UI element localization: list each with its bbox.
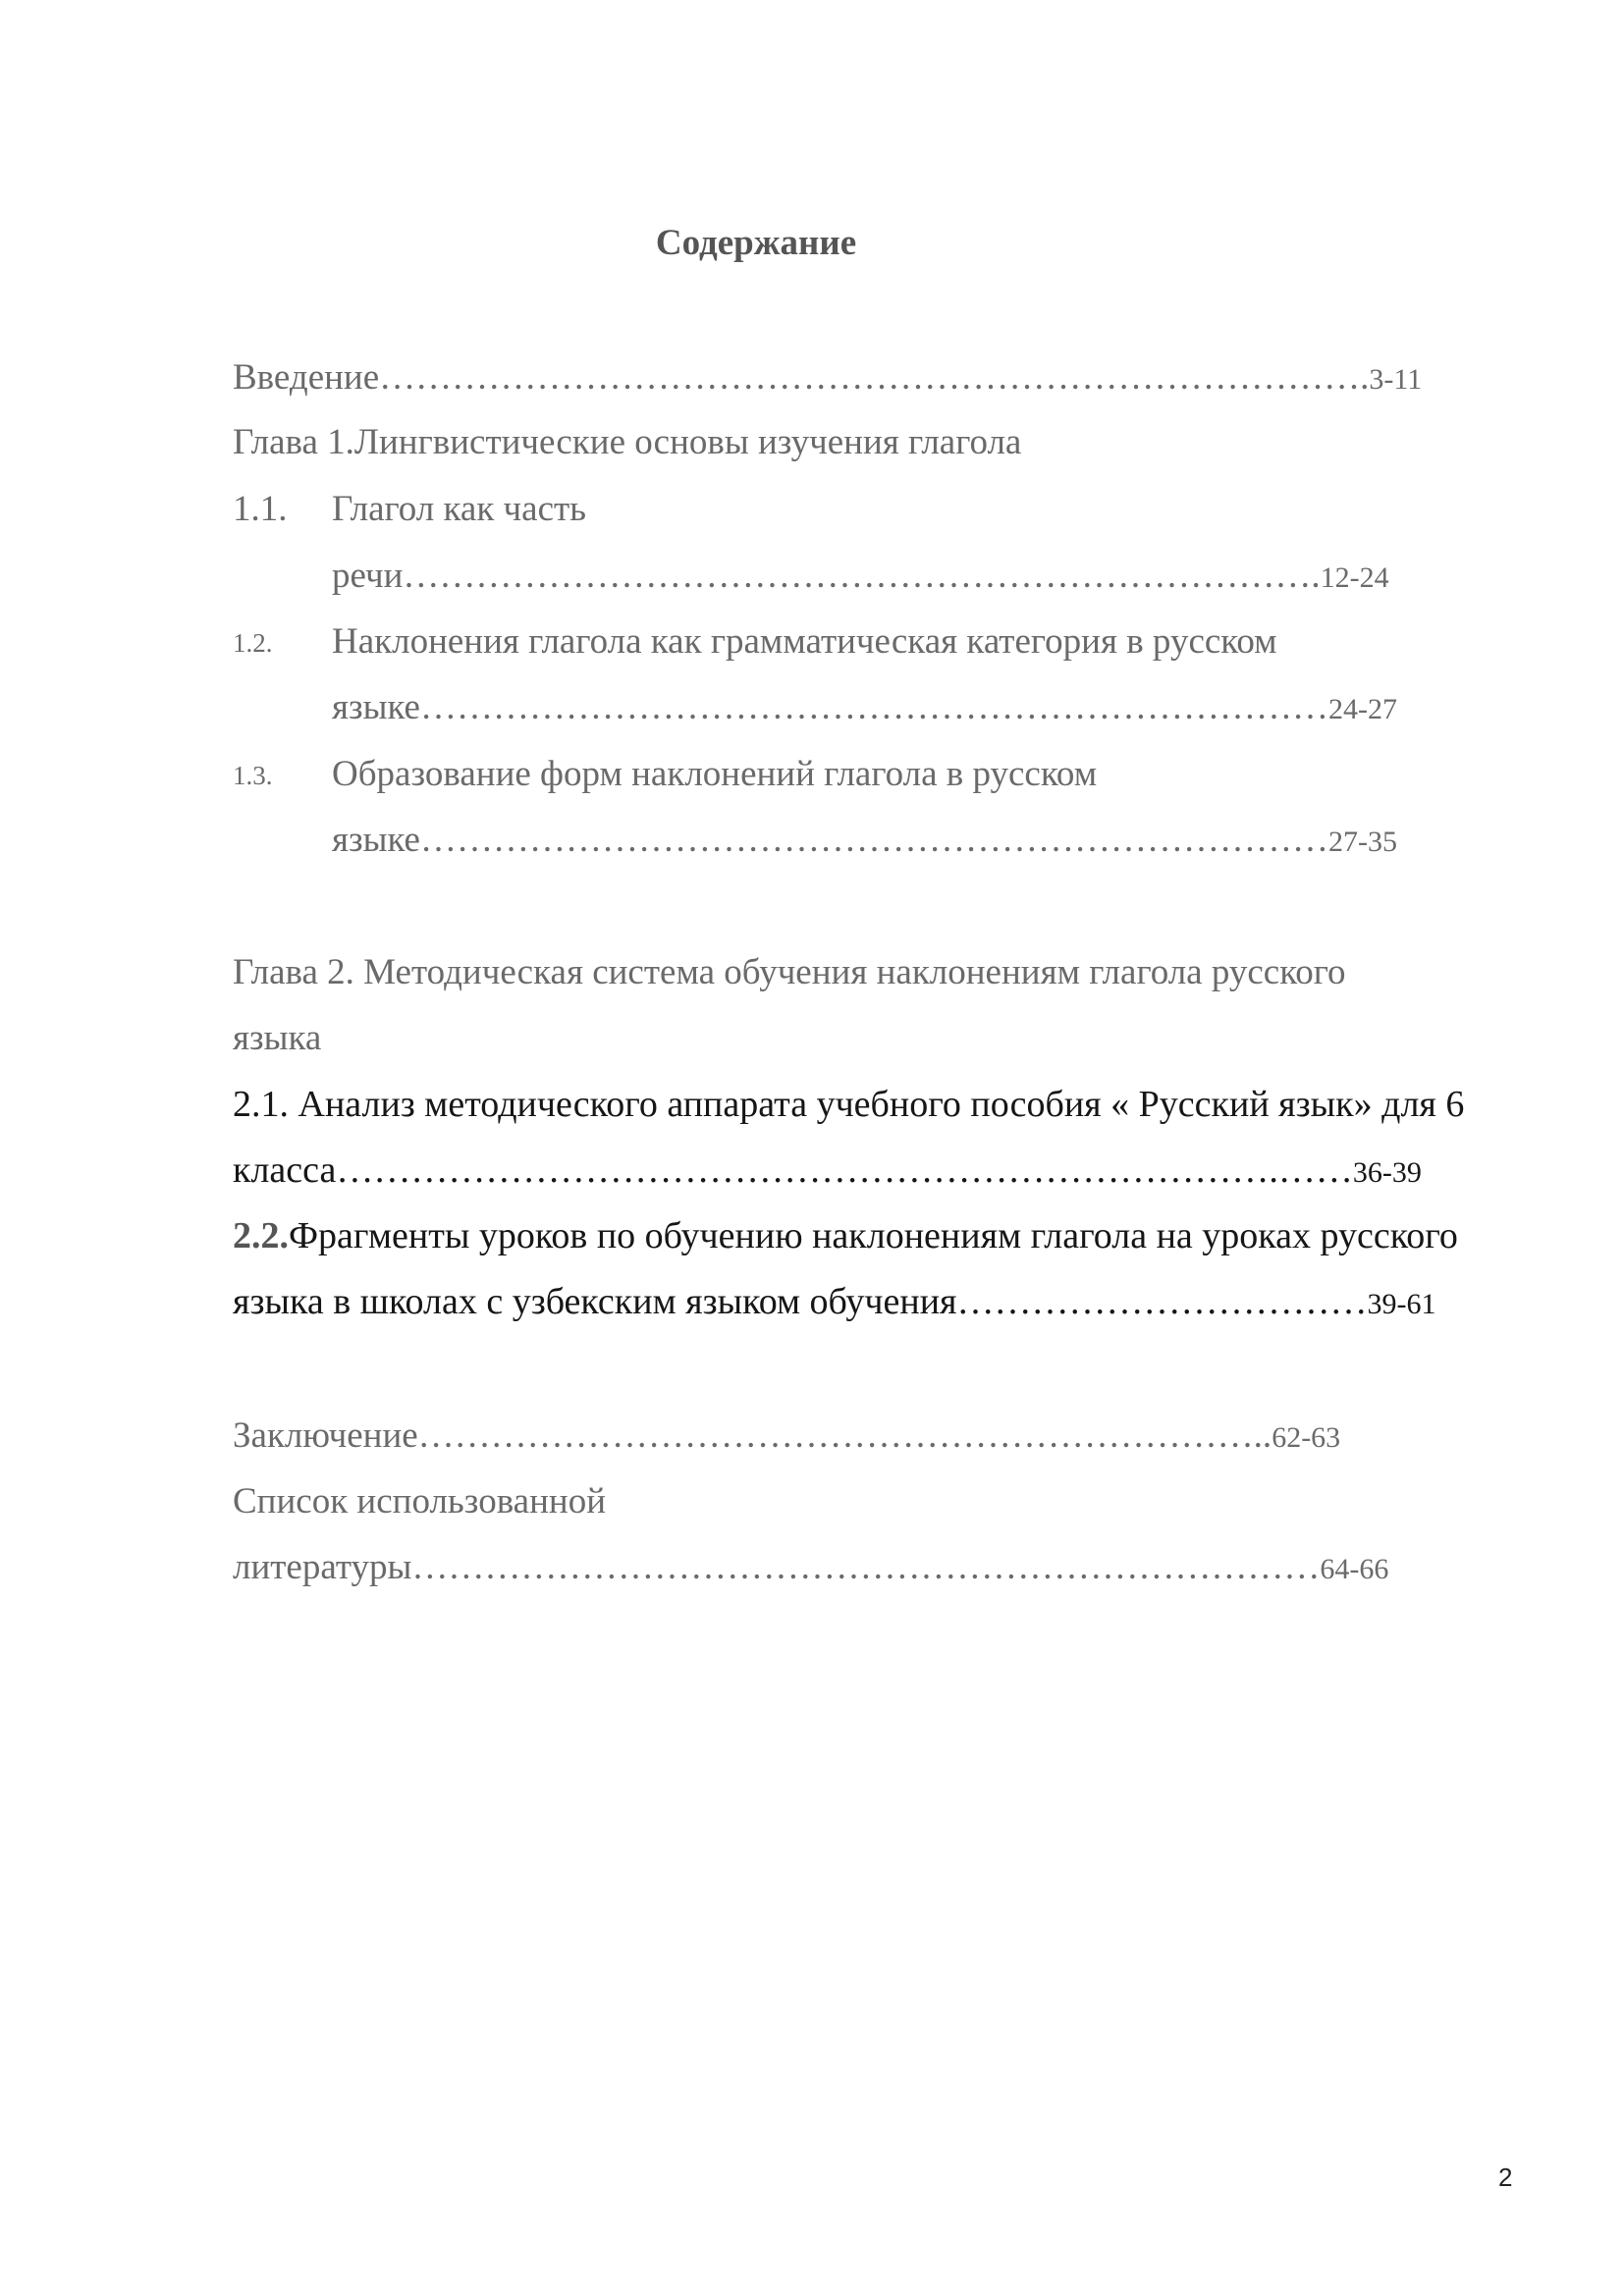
toc-chapter-2-title-cont: языка — [233, 1018, 322, 1058]
toc-section-1-1-text: речи…………………………………………………………………. — [332, 556, 1321, 596]
toc-section-2-1-title: 2.1. Анализ методического аппарата учебного пособия « Русский язык» для 6 — [233, 1084, 1465, 1125]
toc-entry-references-text: литературы………………………………………………………………… — [233, 1547, 1321, 1587]
toc-entry-intro-pages: 3-11 — [1369, 363, 1423, 396]
toc-entry-references-title: Список использованной — [233, 1481, 607, 1522]
toc-section-1-3-text: языке………………………………………………………………… — [332, 820, 1328, 860]
toc-entry-conclusion-pages: 62-63 — [1272, 1421, 1341, 1454]
toc-section-1-3-pages: 27-35 — [1327, 826, 1397, 858]
toc-section-1-3-leader — [332, 818, 1397, 865]
toc-section-2-2-leader — [233, 1279, 1436, 1327]
toc-section-2-2-pages: 39-61 — [1367, 1288, 1436, 1320]
toc-chapter-2-title: Глава 2. Методическая система обучения наклонениям глагола русского — [233, 952, 1346, 992]
toc-section-2-1-text: класса………………………………………………………………….…… — [233, 1149, 1353, 1191]
toc-section-1-3-title: Образование форм наклонений глагола в русском — [332, 754, 1098, 794]
toc-section-2-2-text: языка в школах с узбекским языком обучения…………………………… — [233, 1281, 1368, 1322]
toc-entry-references-leader — [233, 1545, 1388, 1592]
toc-section-1-1-title: Глагол как часть — [332, 489, 587, 529]
toc-section-1-2-text: языке………………………………………………………………… — [332, 687, 1328, 727]
toc-entry-intro-text: Введение………………………………………………………………………. — [233, 357, 1370, 398]
toc-section-1-1-pages: 12-24 — [1320, 561, 1389, 594]
toc-section-1-1-number: 1.1. — [233, 489, 288, 529]
toc-chapter-1-title: Глава 1.Лингвистические основы изучения глагола — [233, 422, 1022, 462]
toc-section-2-1-leader — [233, 1148, 1422, 1196]
page-number: 2 — [1498, 2163, 1513, 2192]
toc-section-2-2-title: Фрагменты уроков по обучению наклонениям глагола на уроках русского — [289, 1215, 1458, 1256]
toc-entry-references-pages: 64-66 — [1320, 1553, 1389, 1585]
toc-entry-conclusion — [233, 1414, 1340, 1461]
toc-entry-intro — [233, 355, 1422, 402]
toc-section-2-2-number: 2.2. — [233, 1215, 289, 1256]
toc-section-1-2-leader — [332, 685, 1397, 732]
toc-section-1-1-leader — [332, 554, 1389, 601]
toc-section-1-2-pages: 24-27 — [1327, 693, 1397, 725]
toc-entry-conclusion-text: Заключение…………………………………………………………….. — [233, 1415, 1272, 1456]
toc-section-1-3-number: 1.3. — [233, 761, 273, 790]
toc-section-2-2-title-line — [233, 1213, 1458, 1258]
toc-section-1-2-number: 1.2. — [233, 628, 273, 658]
page-title: Содержание — [655, 223, 857, 263]
toc-section-2-1-pages: 36-39 — [1352, 1156, 1422, 1189]
toc-section-1-2-title: Наклонения глагола как грамматическая категория в русском — [332, 621, 1277, 662]
